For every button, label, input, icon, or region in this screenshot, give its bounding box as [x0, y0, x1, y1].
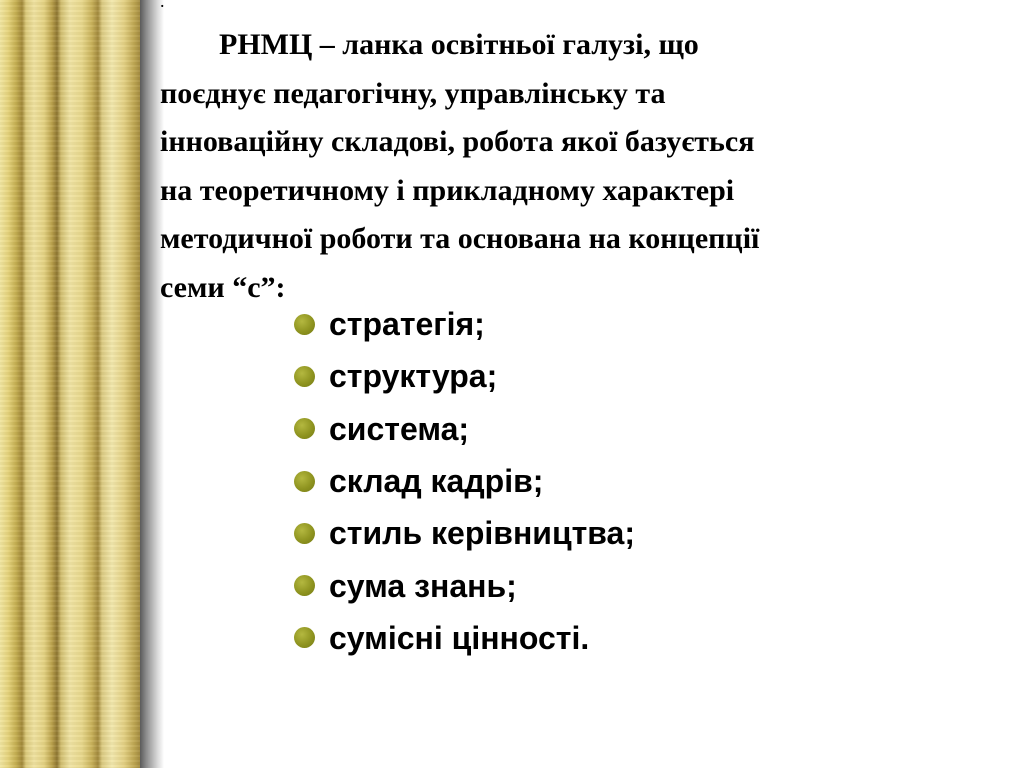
- list-item-text: сумісні цінності.: [329, 619, 590, 656]
- list-item-text: структура;: [329, 358, 498, 395]
- bullet-dot-icon: [294, 314, 315, 335]
- list-item: [294, 612, 635, 664]
- bullet-list: [294, 298, 635, 664]
- intro-line: методичної роботи та основана на концепції: [160, 222, 760, 256]
- bullet-dot-icon: [294, 575, 315, 596]
- list-item-text: стратегія;: [329, 306, 485, 343]
- list-item: [294, 350, 635, 402]
- list-item-text: склад кадрів;: [329, 463, 544, 500]
- intro-paragraph: [160, 21, 990, 313]
- bullet-dot-icon: [294, 523, 315, 544]
- list-item: [294, 298, 635, 350]
- list-item-text: система;: [329, 410, 470, 447]
- bullet-dot-icon: [294, 418, 315, 439]
- intro-line: на теоретичному і прикладному характері: [160, 173, 735, 207]
- intro-line: РНМЦ – ланка освітньої галузі, що: [219, 28, 699, 61]
- list-item: [294, 403, 635, 455]
- bullet-dot-icon: [294, 471, 315, 492]
- bullet-dot-icon: [294, 627, 315, 648]
- decorative-column-texture: [0, 0, 140, 768]
- list-item: [294, 559, 635, 611]
- list-item-text: сума знань;: [329, 567, 517, 604]
- intro-line: поєднує педагогічну, управлінську та: [160, 76, 666, 110]
- slide-marker: .: [160, 0, 165, 11]
- list-item: [294, 455, 635, 507]
- bullet-dot-icon: [294, 366, 315, 387]
- list-item-text: стиль керівництва;: [329, 515, 635, 552]
- intro-line: інноваційну складові, робота якої базується: [160, 125, 755, 159]
- intro-line: семи “с”:: [160, 270, 286, 304]
- list-item: [294, 507, 635, 559]
